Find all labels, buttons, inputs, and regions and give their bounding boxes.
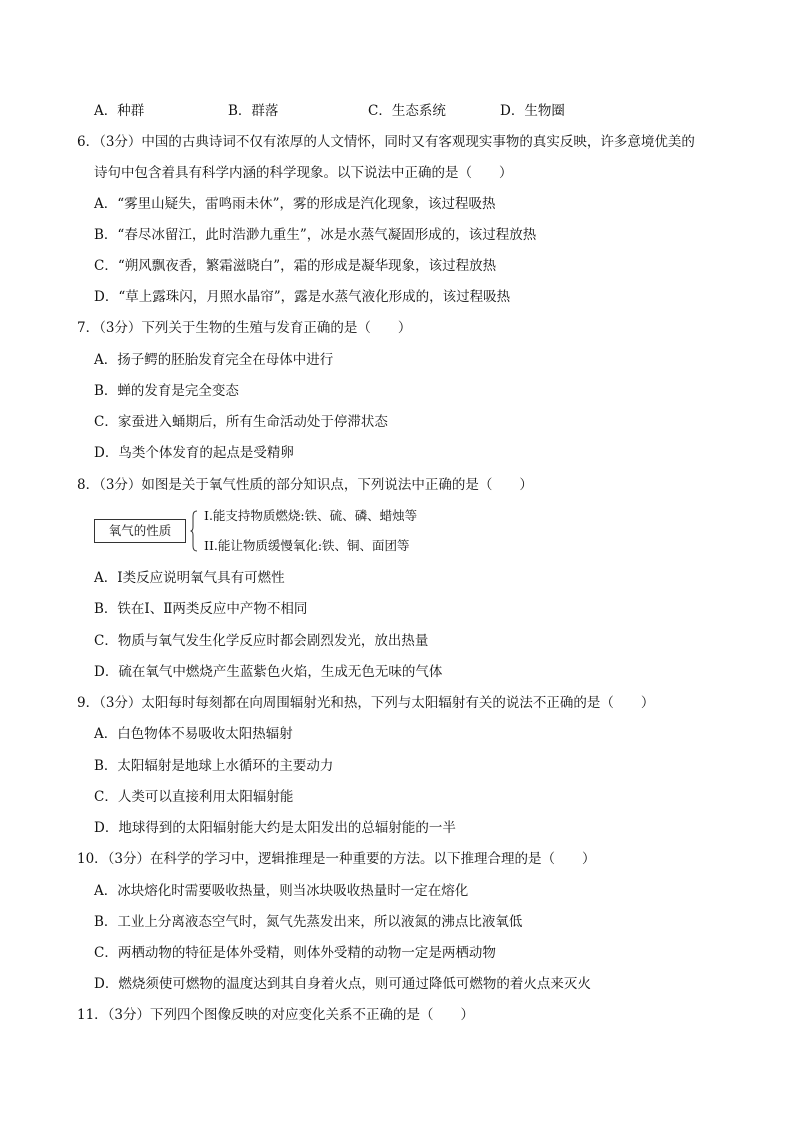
q10-option-a: A．冰块熔化时需要吸收热量，则当冰块吸收热量时一定在熔化 <box>94 883 469 899</box>
diagram-line-1: I.能支持物质燃烧:铁、硫、磷、蜡烛等 <box>204 508 418 523</box>
q10-option-b: B．工业上分离液态空气时，氮气先蒸发出来，所以液氮的沸点比液氧低 <box>94 914 523 930</box>
q7-stem: 7．（3分）下列关于生物的生殖与发育正确的是（ ） <box>77 320 412 336</box>
q9-stem: 9．（3分）太阳每时每刻都在向周围辐射光和热，下列与太阳辐射有关的说法不正确的是（ ） <box>77 695 655 711</box>
q6-option-c: C．“朔风飘夜香，繁霜滋晓白”，霜的形成是凝华现象，该过程放热 <box>94 258 497 274</box>
q9-option-b: B．太阳辐射是地球上水循环的主要动力 <box>94 758 334 774</box>
q10-option-d: D．燃烧须使可燃物的温度达到其自身着火点，则可通过降低可燃物的着火点来灭火 <box>94 976 591 992</box>
q11-stem: 11．（3分）下列四个图像反映的对应变化关系不正确的是（ ） <box>77 1007 475 1023</box>
q9-option-d: D．地球得到的太阳辐射能大约是太阳发出的总辐射能的一半 <box>94 820 456 836</box>
q6-stem-line1: 6．（3分）中国的古典诗词不仅有浓厚的人文情怀，同时又有客观现实事物的真实反映，许多意境优美的 <box>77 134 695 150</box>
q10-stem: 10．（3分）在科学的学习中，逻辑推理是一种重要的方法。以下推理合理的是（ ） <box>77 851 596 867</box>
q5-option-a: A．种群 <box>94 103 145 119</box>
q8-stem: 8．（3分）如图是关于氧气性质的部分知识点，下列说法中正确的是（ ） <box>77 477 533 493</box>
q8-option-a: A．Ⅰ类反应说明氧气具有可燃性 <box>94 570 285 586</box>
q7-option-c: C．家蚕进入蛹期后，所有生命活动处于停滞状态 <box>94 414 388 430</box>
q7-option-d: D．鸟类个体发育的起点是受精卵 <box>94 445 294 461</box>
brace-icon <box>190 510 198 552</box>
q5-option-c: C．生态系统 <box>368 103 446 119</box>
q8-option-d: D．硫在氧气中燃烧产生蓝紫色火焰，生成无色无味的气体 <box>94 664 443 680</box>
q9-option-c: C．人类可以直接利用太阳辐射能 <box>94 789 294 805</box>
q10-option-c: C．两栖动物的特征是体外受精，则体外受精的动物一定是两栖动物 <box>94 945 496 961</box>
q5-option-b: B．群落 <box>228 103 279 119</box>
oxygen-properties-diagram <box>94 506 474 556</box>
q6-option-d: D．“草上露珠闪，月照水晶帘”，露是水蒸气液化形成的，该过程吸热 <box>94 289 511 305</box>
q7-option-b: B．蝉的发育是完全变态 <box>94 383 239 399</box>
q9-option-a: A．白色物体不易吸收太阳热辐射 <box>94 726 293 742</box>
q6-stem-line2: 诗句中包含着具有科学内涵的科学现象。以下说法中正确的是（ ） <box>94 165 513 181</box>
diagram-box: 氧气的性质 <box>94 519 186 543</box>
q7-option-a: A．扬子鳄的胚胎发育完全在母体中进行 <box>94 352 334 368</box>
q6-option-a: A．“雾里山疑失，雷鸣雨未休”，雾的形成是汽化现象，该过程吸热 <box>94 196 496 212</box>
q5-option-d: D．生物圈 <box>500 103 565 119</box>
q8-option-c: C．物质与氧气发生化学反应时都会剧烈发光，放出热量 <box>94 633 429 649</box>
diagram-line-2: II.能让物质缓慢氧化:铁、铜、面团等 <box>204 538 410 553</box>
q6-option-b: B．“春尽冰留江，此时浩渺九重生”，冰是水蒸气凝固形成的，该过程放热 <box>94 227 537 243</box>
q8-option-b: B．铁在Ⅰ、Ⅱ两类反应中产物不相同 <box>94 601 308 617</box>
